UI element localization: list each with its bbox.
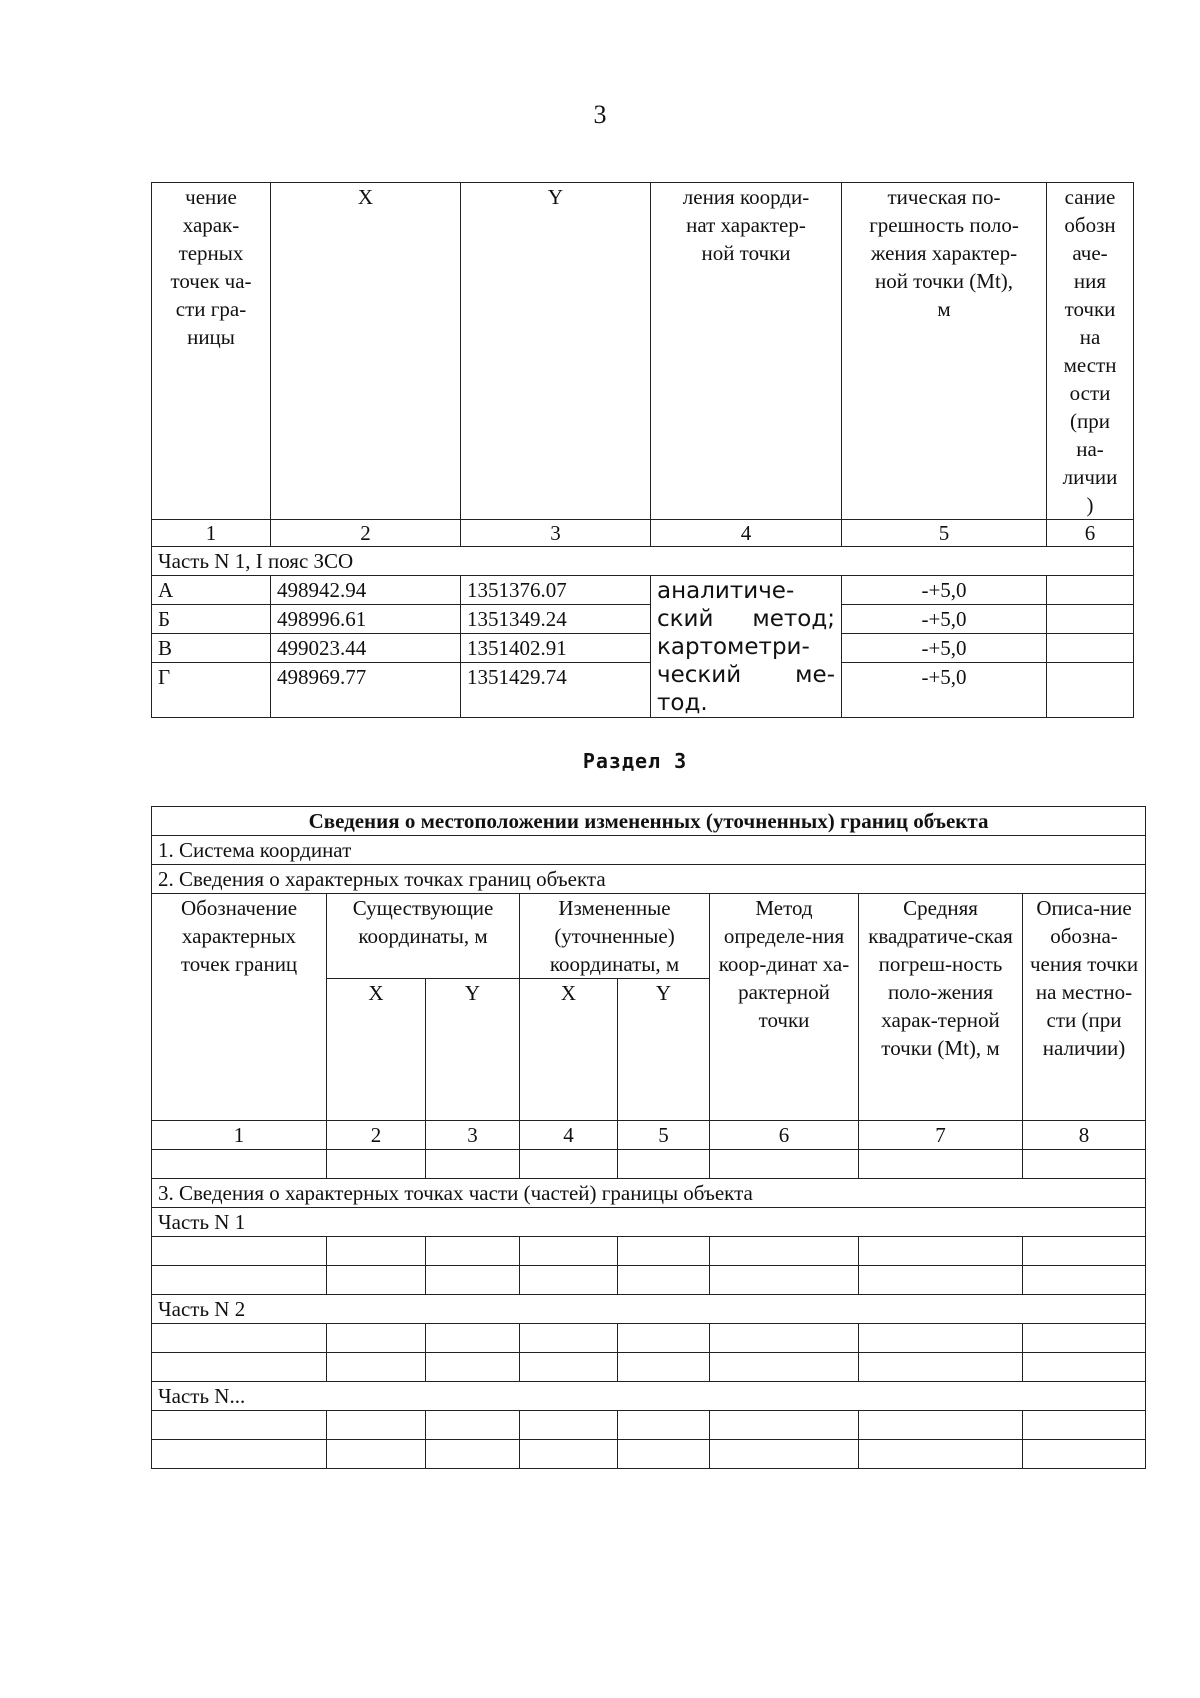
parts-info-line: 3. Сведения о характерных точках части (частей) границы объекта [152,1179,1146,1208]
point-x: 498996.61 [271,605,461,634]
point-name: В [152,634,271,663]
header-existing-x: X [327,979,426,1121]
empty-row [152,1266,1146,1295]
point-error: -+5,0 [842,663,1047,718]
page-number: 3 [593,100,607,129]
point-x: 498969.77 [271,663,461,718]
changed-boundaries-table [151,806,1146,1469]
header-description: сание обозн аче- ния точки на местн ости (при на- личии ) [1047,183,1134,520]
header-error: Средняя квадратиче-ская погреш-ность поло-жения харак-терной точки (Mt), м [859,894,1023,1121]
column-number: 2 [327,1121,426,1150]
point-y: 1351429.74 [461,663,651,718]
header-existing-coordinates: Существующие координаты, м [327,894,520,979]
point-x: 498942.94 [271,576,461,605]
point-description [1047,634,1134,663]
point-name: Г [152,663,271,718]
header-changed-x: X [520,979,618,1121]
header-method: ления коорди- нат характер- ной точки [651,183,842,520]
empty-row [152,1440,1146,1469]
part-label: Часть N 1 [152,1208,1146,1237]
header-designation: Обозначение характерных точек границ [152,894,327,1121]
part-label: Часть N... [152,1382,1146,1411]
column-number: 3 [461,520,651,547]
point-error: -+5,0 [842,605,1047,634]
point-description [1047,663,1134,718]
point-description [1047,576,1134,605]
point-x: 499023.44 [271,634,461,663]
column-number: 1 [152,520,271,547]
point-y: 1351376.07 [461,576,651,605]
empty-row [152,1324,1146,1353]
table-title: Сведения о местоположении измененных (уточненных) границ объекта [152,807,1146,836]
point-name: А [152,576,271,605]
part-label: Часть N 2 [152,1295,1146,1324]
coordinate-system-line: 1. Система координат [152,836,1146,865]
empty-row [152,1353,1146,1382]
header-description: Описа-ние обозна-чения точки на местно-сти (при наличии) [1023,894,1146,1121]
point-error: -+5,0 [842,634,1047,663]
header-point-designation: чение харак- терных точек ча- сти гра- ницы [152,183,271,520]
method-cell: аналитиче-ский метод; картометри-ческий ме-тод. [651,576,842,718]
header-y: Y [461,183,651,520]
column-number: 5 [618,1121,710,1150]
point-y: 1351402.91 [461,634,651,663]
coordinates-table-part1 [151,182,1134,718]
point-y: 1351349.24 [461,605,651,634]
column-number: 2 [271,520,461,547]
empty-row [152,1150,1146,1179]
points-info-line: 2. Сведения о характерных точках границ объекта [152,865,1146,894]
column-number: 6 [710,1121,859,1150]
column-number: 4 [651,520,842,547]
point-description [1047,605,1134,634]
empty-row [152,1237,1146,1266]
section-title: Раздел 3 [582,749,688,773]
header-error: тическая по- грешность поло- жения характер- ной точки (Mt), м [842,183,1047,520]
point-error: -+5,0 [842,576,1047,605]
point-name: Б [152,605,271,634]
header-changed-coordinates: Измененные (уточненные) координаты, м [520,894,710,979]
column-number: 4 [520,1121,618,1150]
empty-row [152,1411,1146,1440]
column-number: 1 [152,1121,327,1150]
column-number: 5 [842,520,1047,547]
column-number: 7 [859,1121,1023,1150]
part-label: Часть N 1, I пояс ЗСО [152,547,1134,576]
header-x: X [271,183,461,520]
header-changed-y: Y [618,979,710,1121]
column-number: 8 [1023,1121,1146,1150]
header-existing-y: Y [426,979,520,1121]
column-number: 3 [426,1121,520,1150]
header-method: Метод определе-ния коор-динат ха-рактерной точки [710,894,859,1121]
column-number: 6 [1047,520,1134,547]
